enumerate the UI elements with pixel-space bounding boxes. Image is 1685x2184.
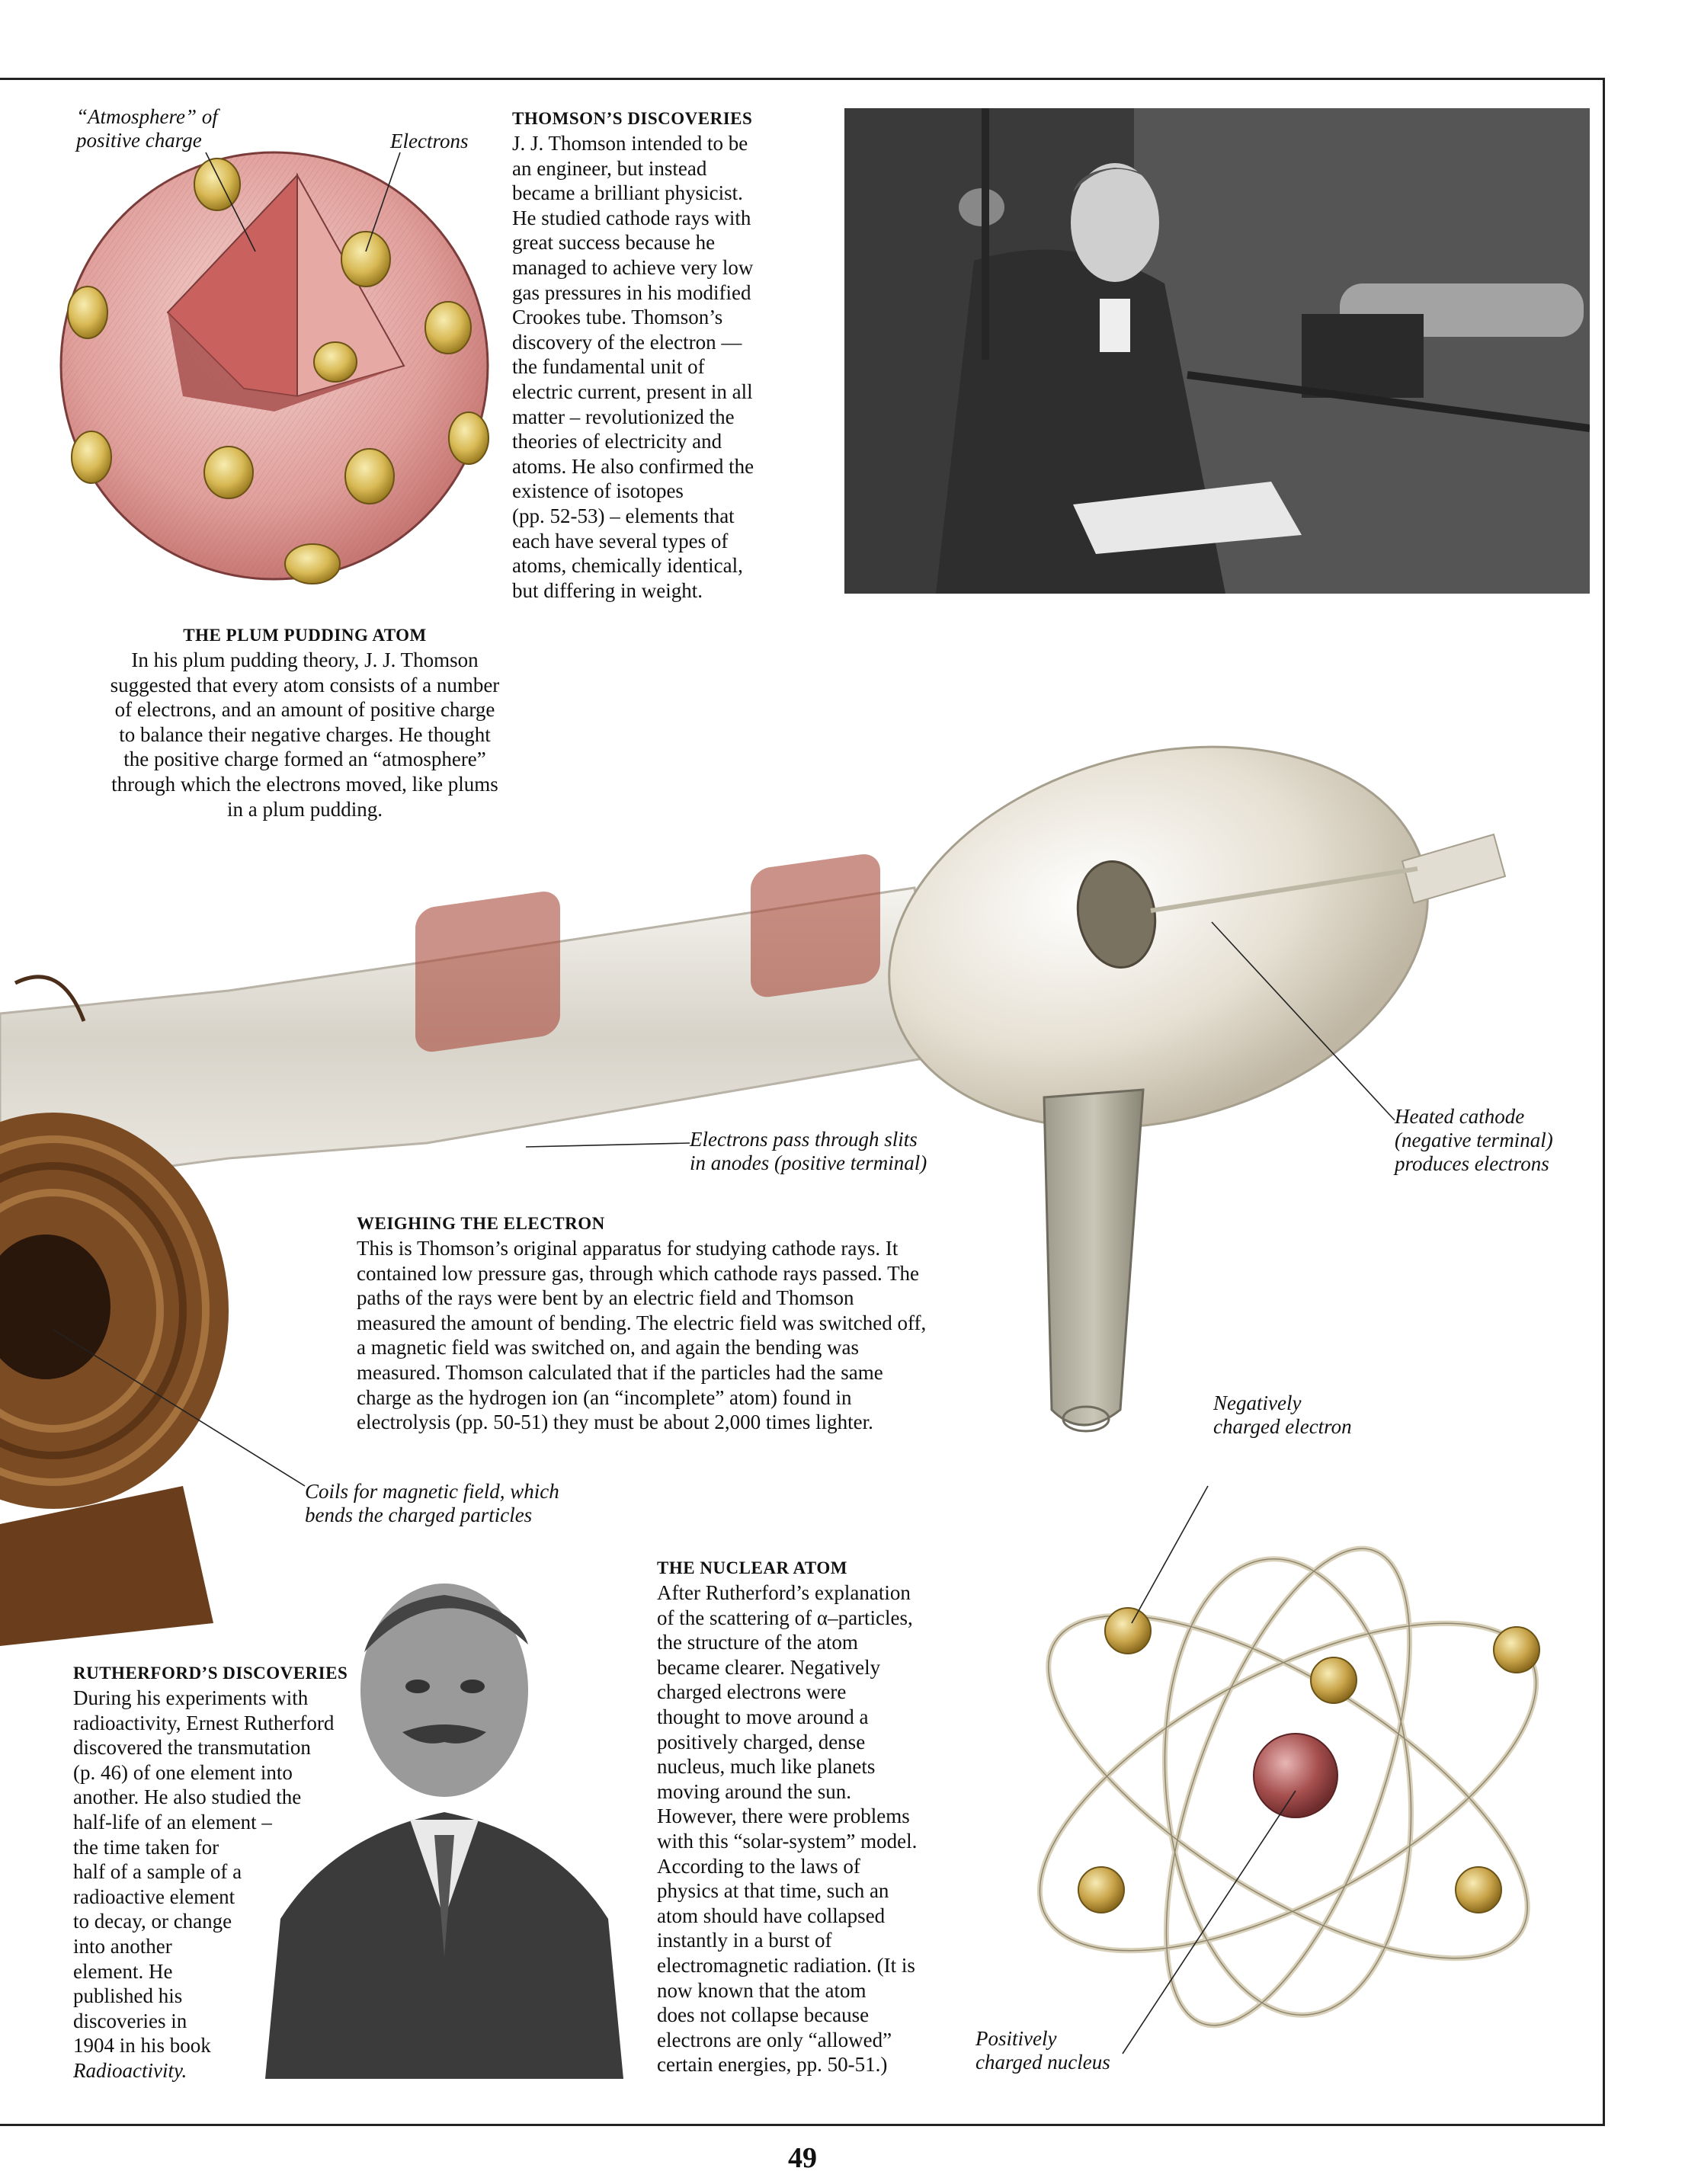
text-line: published his [73,1984,183,2008]
text-line: half-life of an element – [73,1810,272,1833]
text-line: instantly in a burst of [657,1929,832,1952]
text-line: suggested that every atom consists of a number [110,673,500,697]
plum-heading: THE PLUM PUDDING ATOM [183,626,427,645]
text-line: (p. 46) of one element into [73,1760,293,1784]
text-line: electrons are only “allowed” [657,2028,892,2051]
caption-line: (negative terminal) [1395,1129,1553,1151]
caption-line: charged nucleus [975,2051,1110,2074]
caption-line: Heated cathode [1395,1105,1525,1128]
text-line: in a plum pudding. [227,797,383,821]
text-line: nucleus, much like planets [657,1755,876,1779]
text-line: gas pressures in his modified [512,280,751,304]
text-line: measured the amount of bending. The electric field was switched off, [357,1311,927,1334]
text-line: contained low pressure gas, through which cathode rays passed. The [357,1261,920,1285]
text-line: positively charged, dense [657,1730,866,1753]
text-line: the time taken for [73,1835,219,1859]
text-line: Crookes tube. Thomson’s [512,306,723,329]
text-line: discovered the transmutation [73,1736,311,1760]
text-line: element. He [73,1959,173,1983]
text-line: atoms, chemically identical, [512,554,743,578]
text-line: moving around the sun. [657,1779,851,1803]
thomson-heading: THOMSON’S DISCOVERIES [512,109,753,128]
rutherford-heading: RUTHERFORD’S DISCOVERIES [73,1664,348,1683]
text-line: atoms. He also confirmed the [512,454,754,478]
caption-line: Coils for magnetic field, which [305,1480,559,1503]
text-line: thought to move around a [657,1705,869,1728]
thomson-photo-scene [844,108,1590,594]
text-line: to balance their negative charges. He thought [119,722,491,746]
text-line: became clearer. Negatively [657,1655,881,1679]
text-line: theories of electricity and [512,430,722,453]
text-line: of electrons, and an amount of positive charge [114,698,495,722]
caption-line: Electrons pass through slits [690,1128,918,1151]
text-line: radioactive element [73,1885,235,1908]
text-line: electric current, present in all [512,379,753,403]
text-line: J. J. Thomson intended to be [512,132,748,155]
text-line: He studied cathode rays with [512,206,751,229]
text-line: charge as the hydrogen ion (an “incomplete” atom) found in [357,1385,852,1409]
text-line: but differing in weight. [512,578,703,602]
negative-electron-label [1213,1391,1352,1439]
cathode-label [1395,1105,1553,1176]
text-line: with this “solar-system” model. [657,1829,918,1853]
text-line: a magnetic field was switched on, and again the bending was [357,1336,860,1359]
text-line: This is Thomson’s original apparatus for studying cathode rays. It [357,1237,899,1260]
caption-line: in anodes (positive terminal) [690,1151,927,1174]
text-line: discoveries in [73,2009,187,2032]
text-line: (pp. 52-53) – elements that [512,504,735,527]
caption-line: Negatively [1213,1391,1302,1414]
text-line: great success because he [512,231,716,255]
caption-line: “Atmosphere” of [76,105,218,128]
text-line: half of a sample of a [73,1860,242,1884]
text-line: became a brilliant physicist. [512,181,743,205]
text-line: the fundamental unit of [512,355,705,379]
text-line: to decay, or change [73,1910,232,1933]
plum-pudding-atom-illustration [46,137,526,594]
caption-line: positive charge [76,129,202,152]
text-line: an engineer, but instead [512,156,707,180]
atmosphere-label [76,105,218,152]
text-line: paths of the rays were bent by an electric field and Thomson [357,1286,854,1310]
slits-label [690,1128,927,1175]
electrons-label [390,130,468,153]
text-line: certain energies, pp. 50-51.) [657,2053,888,2077]
text-line: matter – revolutionized the [512,405,735,428]
caption-line: bends the charged particles [305,1504,533,1526]
nuclear-atom-description [657,1556,977,2077]
text-line: During his experiments with [73,1686,309,1709]
text-line: measured. Thomson calculated that if the particles had the same [357,1360,883,1384]
rutherford-discoveries [73,1661,393,2083]
text-line: charged electrons were [657,1680,847,1704]
caption-line: produces electrons [1395,1152,1549,1175]
text-line: the structure of the atom [657,1631,858,1654]
text-line: now known that the atom [657,1978,867,2002]
text-line: into another [73,1934,172,1958]
nuclear-atom-illustration [968,1486,1562,2073]
caption-line: Positively [975,2027,1057,2050]
text-line: through which the electrons moved, like plums [111,772,498,796]
page-number: 49 [788,2142,817,2174]
text-line: According to the laws of [657,1854,860,1878]
caption-line: charged electron [1213,1415,1352,1438]
coils-label [305,1480,559,1527]
text-line: existence of isotopes [512,479,684,503]
text-line: radioactivity, Ernest Rutherford [73,1711,335,1734]
text-line: does not collapse because [657,2003,870,2027]
text-line: After Rutherford’s explanation [657,1581,911,1604]
text-line: physics at that time, such an [657,1879,889,1903]
text-line: However, there were problems [657,1805,910,1828]
caption-line: Electrons [390,130,469,152]
text-line: electromagnetic radiation. (It is [657,1953,915,1977]
weighing-the-electron [357,1212,1020,1435]
text-line: atom should have collapsed [657,1904,886,1927]
book-title: Radioactivity. [73,2058,187,2082]
thomson-photo [844,108,1590,594]
text-line: another. He also studied the [73,1785,302,1809]
text-line: discovery of the electron — [512,330,742,354]
weighing-heading: WEIGHING THE ELECTRON [357,1214,605,1233]
thomson-discoveries [512,107,825,603]
text-line: each have several types of [512,529,729,552]
text-line: of the scattering of α–particles, [657,1606,913,1629]
text-line: In his plum pudding theory, J. J. Thomson [131,648,479,671]
text-line: managed to achieve very low [512,255,754,279]
text-line: electrolysis (pp. 50-51) they must be about 2,000 times lighter. [357,1411,873,1434]
positive-nucleus-label [975,2027,1110,2074]
nuclear-heading: THE NUCLEAR ATOM [657,1558,847,1577]
text-line: 1904 in his book [73,2034,211,2058]
text-line: the positive charge formed an “atmosphere” [123,748,486,771]
